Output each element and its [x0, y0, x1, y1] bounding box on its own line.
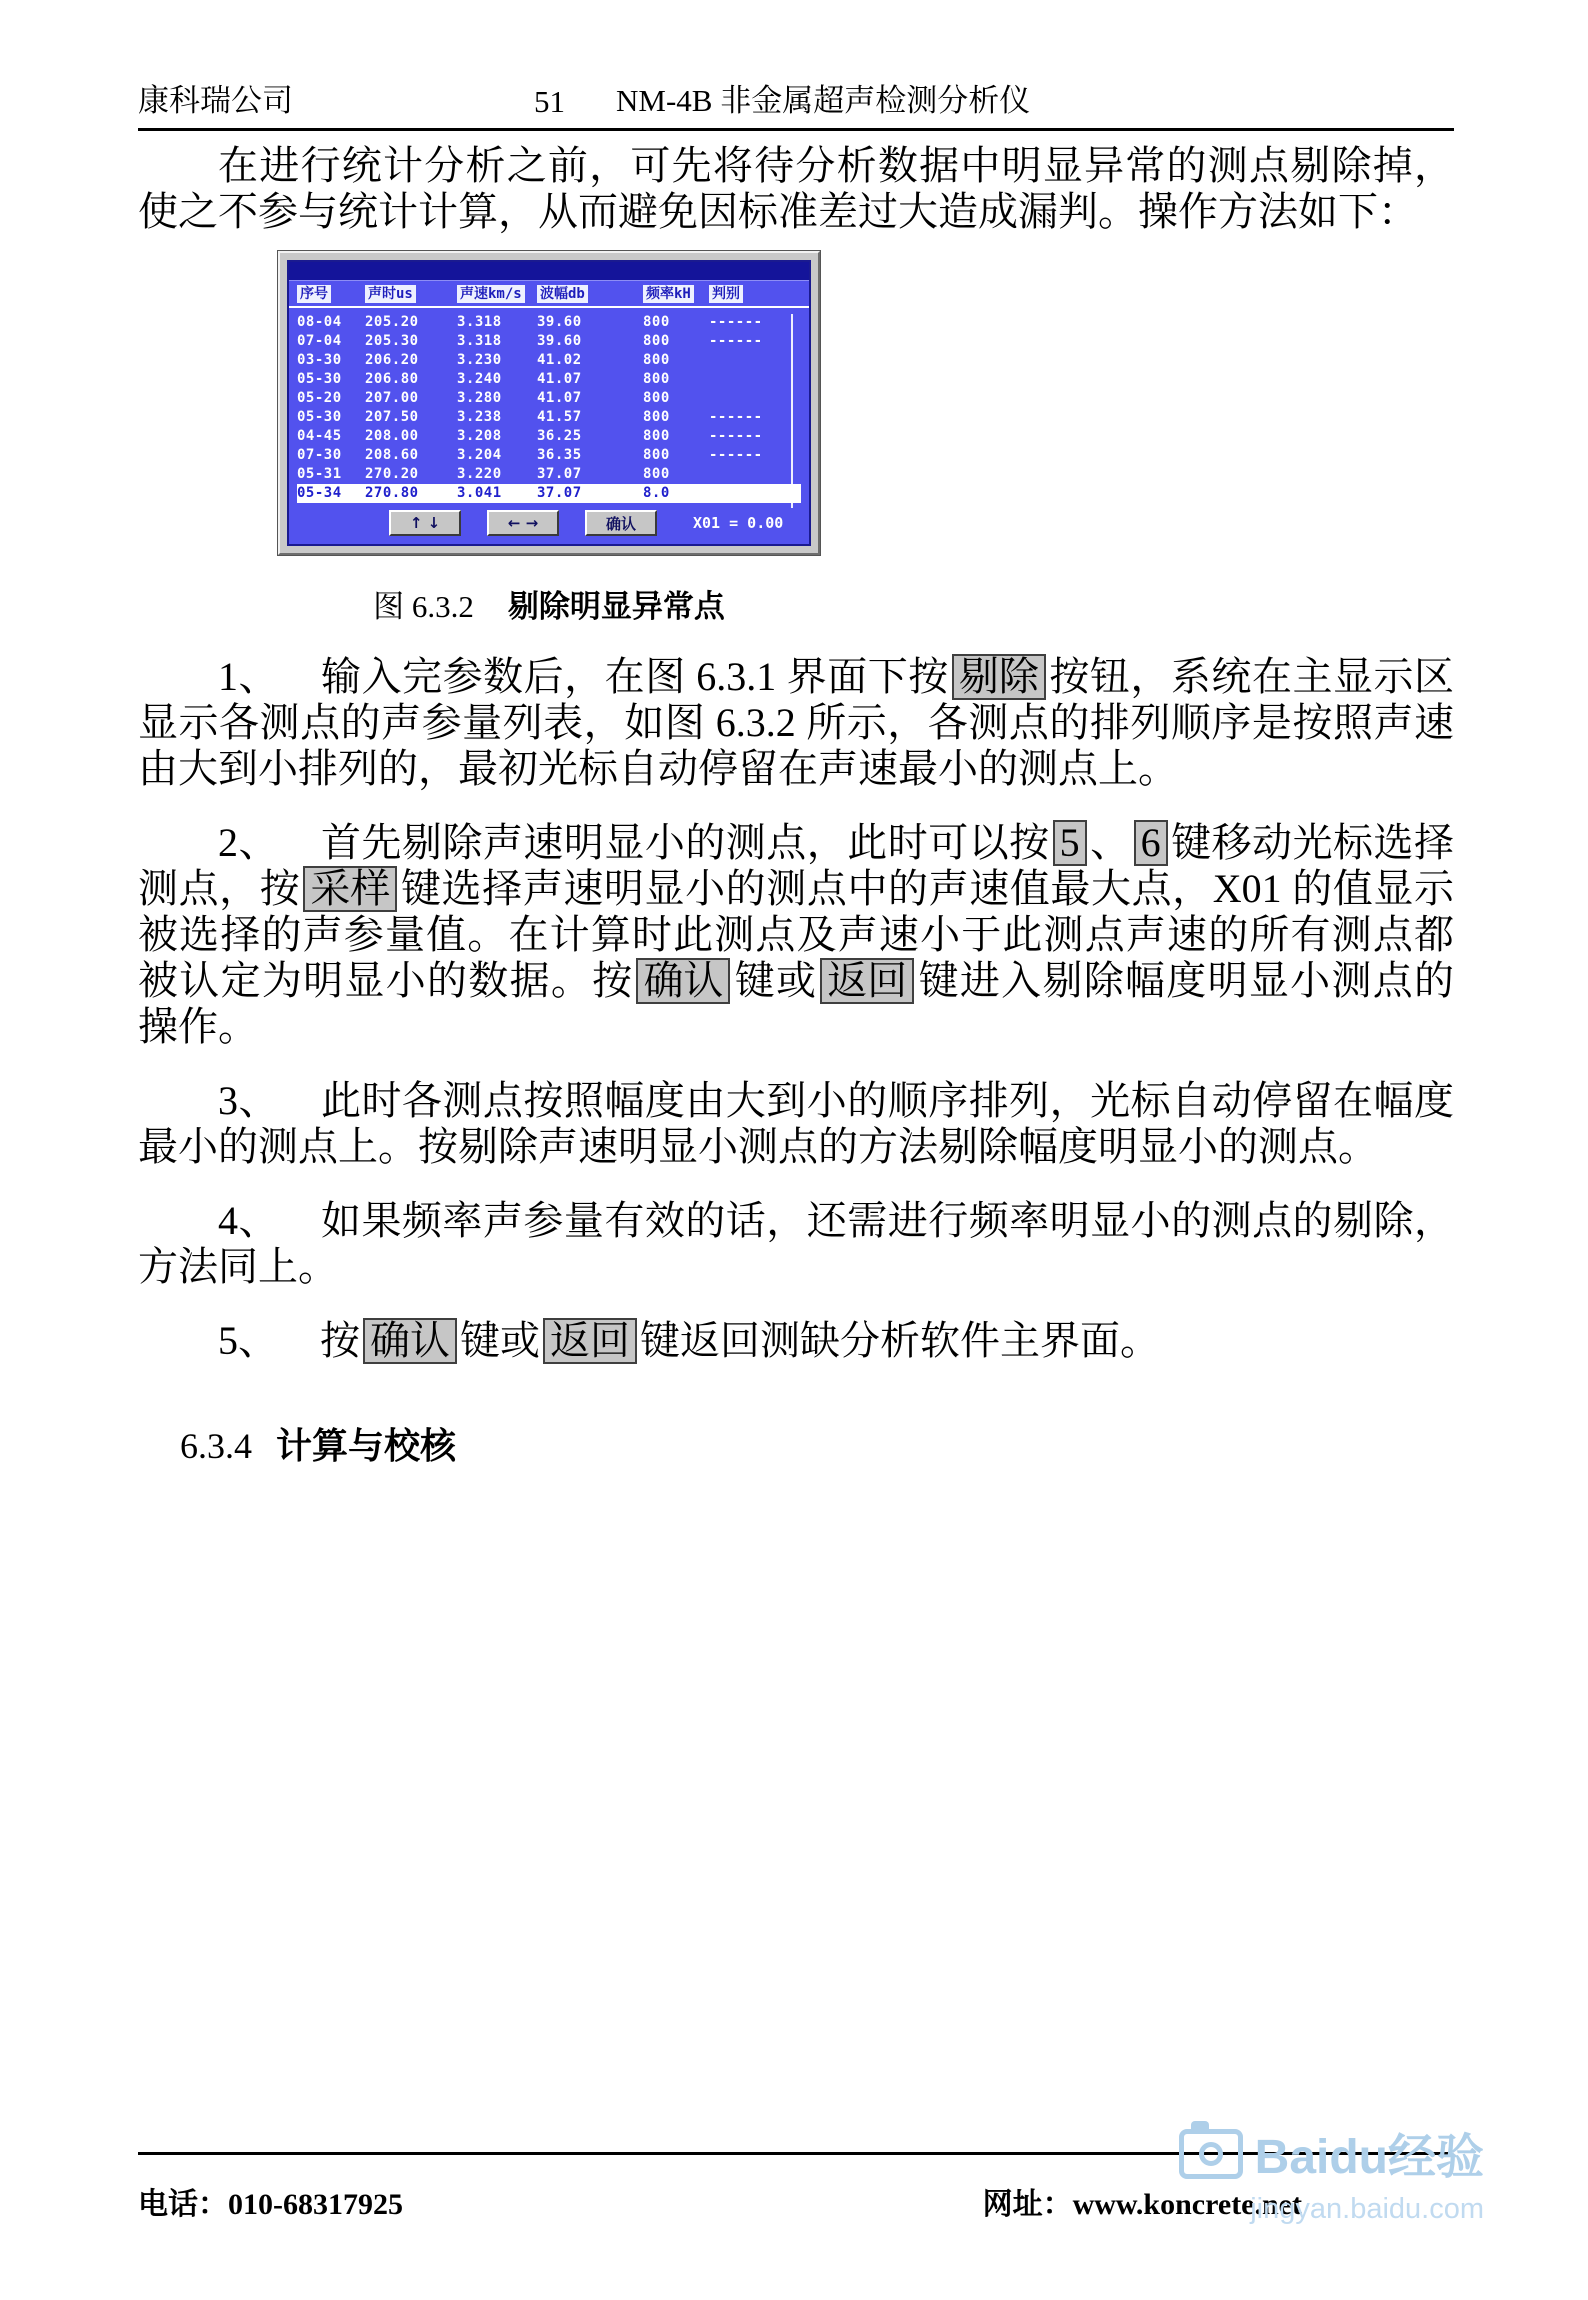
table-cell: 8.0	[643, 485, 670, 501]
screen-button: ↑ ↓	[389, 510, 461, 536]
table-cell: 205.20	[365, 314, 419, 330]
column-header: 判别	[709, 285, 743, 303]
header-page-number: 51	[534, 84, 565, 119]
table-cell: 207.50	[365, 409, 419, 425]
table-cell: 208.00	[365, 428, 419, 444]
table-row	[297, 389, 801, 408]
table-cell: 3.041	[457, 485, 502, 501]
table-cell: 07-30	[297, 447, 342, 463]
step-text: 键选择声速明显小的测点中的声速值最大点，X01 的值显示被选择的声参量值。在计算时此测点及声速小于此测点声速的所有测点都被认定为明显小的数据。按	[138, 866, 1455, 1003]
table-row	[297, 427, 801, 446]
table-cell: 05-30	[297, 371, 342, 387]
table-cell: 3.280	[457, 390, 502, 406]
caption-number: 图 6.3.2	[373, 589, 474, 624]
key-tichu: 剔除	[952, 654, 1046, 700]
step-number: 3、	[218, 1078, 279, 1123]
table-row	[297, 332, 801, 351]
table-cell: 206.20	[365, 352, 419, 368]
table-cell: 08-04	[297, 314, 342, 330]
step-number: 2、	[218, 820, 279, 865]
column-header: 频率kH	[643, 285, 694, 303]
table-row	[297, 370, 801, 389]
table-row	[297, 446, 801, 465]
table-cell: 05-20	[297, 390, 342, 406]
table-cell: 36.25	[537, 428, 582, 444]
section-number: 6.3.4	[180, 1426, 252, 1466]
table-cell: 41.07	[537, 371, 582, 387]
table-cell: 3.220	[457, 466, 502, 482]
table-cell: 41.07	[537, 390, 582, 406]
table-cell: 800	[643, 428, 670, 444]
footer-phone: 电话：010-68317925	[138, 2188, 403, 2221]
table-cell: ------	[709, 428, 763, 444]
column-header: 序号	[297, 285, 331, 303]
table-row	[297, 313, 801, 332]
table-cell: 3.318	[457, 314, 502, 330]
table-cell: 41.57	[537, 409, 582, 425]
table-cell: 208.60	[365, 447, 419, 463]
table-cell: ------	[709, 447, 763, 463]
screenshot-titlebar	[289, 262, 809, 281]
table-cell: ------	[709, 409, 763, 425]
status-readout: X01 = 0.00	[693, 514, 784, 532]
button-group	[389, 510, 657, 536]
table-cell: 800	[643, 333, 670, 349]
table-cell: 04-45	[297, 428, 342, 444]
figure-6-3-2	[278, 251, 820, 626]
table-row	[297, 484, 801, 503]
table-cell: 05-31	[297, 466, 342, 482]
table-cell: 41.02	[537, 352, 582, 368]
table-row	[297, 351, 801, 370]
table-cell: 3.208	[457, 428, 502, 444]
screen-button: 确认	[585, 510, 657, 536]
watermark-brand: Baidu经验	[1254, 2131, 1484, 2184]
watermark-brand-row	[1179, 2118, 1484, 2187]
step-text: 键或	[460, 1318, 540, 1363]
table-cell: 800	[643, 409, 670, 425]
table-cell: 800	[643, 352, 670, 368]
table-header-row	[289, 281, 809, 308]
table-body	[289, 308, 809, 503]
table-cell: 270.20	[365, 466, 419, 482]
step-5	[138, 1318, 1454, 1364]
table-cell: 800	[643, 314, 670, 330]
step-number: 4、	[218, 1198, 279, 1243]
step-text: 输入完参数后，在图 6.3.1 界面下按	[321, 654, 949, 699]
table-cell: 3.230	[457, 352, 502, 368]
table-cell: 270.80	[365, 485, 419, 501]
key-6: 6	[1134, 820, 1168, 866]
camera-icon	[1179, 2129, 1243, 2179]
step-4	[138, 1198, 1454, 1290]
key-caiyang: 采样	[303, 866, 397, 912]
step-text: 首先剔除声速明显小的测点，此时可以按	[320, 820, 1050, 865]
footer-website: 网址：www.koncrete.net	[982, 2188, 1302, 2221]
step-3	[138, 1078, 1454, 1170]
key-queren: 确认	[636, 958, 730, 1004]
table-cell: 800	[643, 466, 670, 482]
table-cell: 800	[643, 371, 670, 387]
table-row	[297, 408, 801, 427]
step-text: 、	[1089, 820, 1131, 865]
key-5: 5	[1053, 820, 1087, 866]
table-cell: 37.07	[537, 485, 582, 501]
caption-title: 剔除明显异常点	[507, 589, 725, 624]
key-queren: 确认	[363, 1318, 457, 1364]
step-text: 键移动光标选择测点，按	[138, 820, 1455, 911]
table-cell: ------	[709, 314, 763, 330]
table-cell: 36.35	[537, 447, 582, 463]
screen-button: ← →	[487, 510, 559, 536]
step-text: 键或	[733, 958, 818, 1003]
table-cell: 800	[643, 447, 670, 463]
table-cell: 39.60	[537, 314, 582, 330]
header-company: 康科瑞公司	[138, 83, 293, 118]
screenshot-frame	[278, 251, 820, 555]
page-header	[138, 84, 1454, 131]
screenshot-screen	[287, 260, 811, 546]
watermark-url: jingyan.baidu.com	[1250, 2193, 1484, 2225]
button-row	[289, 510, 809, 536]
header-product-title: NM-4B 非金属超声检测分析仪	[616, 83, 1031, 118]
step-text: 按	[320, 1318, 360, 1363]
column-header: 声速km/s	[457, 285, 525, 303]
key-fanhui: 返回	[820, 958, 914, 1004]
step-text: 如果频率声参量有效的话，还需进行频率明显小的测点的剔除，方法同上。	[138, 1198, 1455, 1289]
table-scroll-divider	[791, 314, 793, 508]
figure-caption	[278, 581, 820, 626]
baidu-jingyan-watermark	[1179, 2118, 1484, 2226]
section-heading	[180, 1418, 1454, 1469]
intro-paragraph: 在进行统计分析之前，可先将待分析数据中明显异常的测点剔除掉，使之不参与统计计算，从而避免因标准差过大造成漏判。操作方法如下：	[138, 143, 1454, 234]
table-cell: 07-04	[297, 333, 342, 349]
table-cell: 800	[643, 390, 670, 406]
step-2	[138, 820, 1454, 1050]
table-cell: 207.00	[365, 390, 419, 406]
step-1	[138, 654, 1454, 792]
column-header: 波幅db	[537, 285, 588, 303]
table-cell: 03-30	[297, 352, 342, 368]
table-cell: 39.60	[537, 333, 582, 349]
table-cell: 3.240	[457, 371, 502, 387]
table-cell: 05-30	[297, 409, 342, 425]
table-cell: 37.07	[537, 466, 582, 482]
section-title: 计算与校核	[276, 1425, 457, 1466]
step-number: 5、	[218, 1318, 278, 1363]
table-row	[297, 465, 801, 484]
table-cell: ------	[709, 333, 763, 349]
step-text: 此时各测点按照幅度由大到小的顺序排列，光标自动停留在幅度最小的测点上。按剔除声速明显小测点的方法剔除幅度明显小的测点。	[138, 1078, 1455, 1169]
column-header: 声时us	[365, 285, 416, 303]
step-text: 按钮，系统在主显示区显示各测点的声参量列表，如图 6.3.2 所示，各测点的排列顺序是按照声速由大到小排列的，最初光标自动停留在声速最小的测点上。	[138, 654, 1455, 791]
table-cell: 3.238	[457, 409, 502, 425]
table-cell: 3.204	[457, 447, 502, 463]
table-cell: 205.30	[365, 333, 419, 349]
table-cell: 3.318	[457, 333, 502, 349]
step-text: 键返回测缺分析软件主界面。	[640, 1318, 1160, 1363]
page-content	[138, 84, 1454, 1469]
step-number: 1、	[218, 654, 280, 699]
key-fanhui: 返回	[543, 1318, 637, 1364]
table-cell: 206.80	[365, 371, 419, 387]
step-text: 键进入剔除幅度明显小测点的操作。	[138, 958, 1455, 1049]
table-cell: 05-34	[297, 485, 342, 501]
